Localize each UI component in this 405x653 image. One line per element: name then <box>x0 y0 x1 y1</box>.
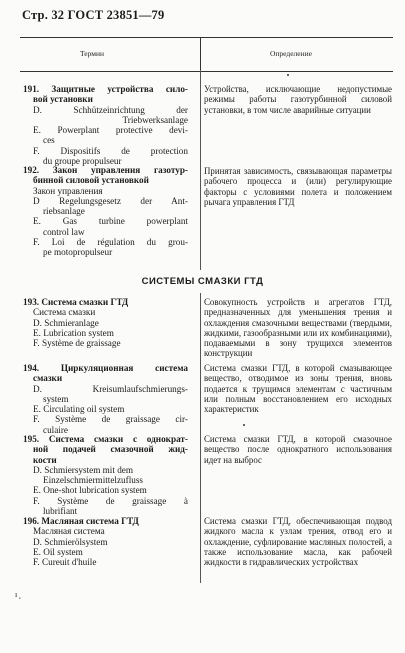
term-title-cont: смазки <box>33 373 63 384</box>
term-en: E. Circulating oil system <box>33 404 125 415</box>
term-entry-191 <box>23 84 188 166</box>
definition-192: Принятая зависимость, связывающая параметры рабочего процесса и (или) регулирующие факторы с условиями полета и положением рычага управления ГТД <box>204 166 392 207</box>
term-title-cont: ной подачей смазочной жид- <box>33 444 188 455</box>
column-divider <box>200 293 201 583</box>
term-de: D. Schmierölsystem <box>33 536 108 547</box>
term-entry-195 <box>23 434 188 516</box>
term-fr-cont: culaire <box>43 424 68 435</box>
term-fr-cont: du groupe propulseur <box>43 156 122 167</box>
term-de-cont: Einzelschmiermittelzufluss <box>43 475 144 486</box>
term-title: 196. Масляная система ГТД <box>23 516 139 526</box>
term-fr: F. Dispositifs de protection <box>33 145 188 156</box>
term-title-cont: вой установки <box>33 94 93 105</box>
term-entry-196 <box>23 516 188 567</box>
term-title: 191. Защитные устройства сило- <box>23 84 188 94</box>
term-fr: F. Cureuit d'huile <box>33 557 97 568</box>
term-title: 192. Закон управления газотур- <box>23 165 188 175</box>
term-short: Масляная система <box>33 526 105 537</box>
term-de-cont: Triebwerksanlage <box>122 114 188 125</box>
term-de: D. Schmiersystem mit dem <box>33 464 134 475</box>
term-en-cont: ces <box>43 135 55 146</box>
definition-191: Устройства, исключающие недопустимые режимы работы газотурбинной силовой установки, в том числе аварийные ситуации <box>204 84 392 115</box>
term-fr: F. Système de graissage <box>33 338 121 349</box>
column-term-header: Термин <box>80 49 105 58</box>
definition-193: Совокупность устройств и агрегатов ГТД, предназначенных для уменьшения трения и охлаждения смазочными веществами (твердыми, жидкими, газообразными или их комбинациями), подаваемыми в зону трущихся элементов конструкции <box>204 297 392 359</box>
term-entry-192 <box>23 165 188 258</box>
margin-mark: ı ⸼ <box>15 590 22 599</box>
column-definition-header: Определение <box>270 49 312 58</box>
term-en: E. Oil system <box>33 546 83 557</box>
term-de-cont: system <box>43 393 69 404</box>
speck <box>287 74 289 76</box>
term-fr-cont: pe motopropulseur <box>43 247 113 258</box>
term-entry-193 <box>23 297 188 348</box>
speck <box>243 424 245 426</box>
term-fr: F. Système de graissage à <box>33 495 188 506</box>
table-header <box>20 37 393 72</box>
definition-194: Система смазки ГТД, в которой смазывающее вещество, отводимое из зоны трения, вновь подается к трущимся элементам с частичным или полным восстановлением его исходных характеристик <box>204 363 392 415</box>
term-de-cont: riebsanlage <box>43 206 85 217</box>
section-title: СИСТЕМЫ СМАЗКИ ГТД <box>141 276 264 287</box>
header-divider <box>200 38 201 71</box>
term-fr-cont: lubrifiant <box>43 506 78 517</box>
definition-196: Система смазки ГТД, обеспечивающая подвод жидкого масла к узлам трения, отвод его и охлаждение, суфлирование масляных полостей, а также использование масла, как рабочей жидкости в гидравлических устройствах <box>204 516 392 568</box>
term-title: 194. Циркуляционная система <box>23 363 188 373</box>
term-short: Система смазки <box>33 307 96 318</box>
term-en-cont: control law <box>43 226 85 237</box>
term-title: 193. Система смазки ГТД <box>23 297 129 307</box>
term-en: E. One-shot lubrication system <box>33 485 147 496</box>
term-short: Закон управления <box>33 185 103 196</box>
definition-195: Система смазки ГТД, в которой смазочное вещество после однократного использования идет на выброс <box>204 434 392 465</box>
term-de: D. Schmieranlage <box>33 317 99 328</box>
term-en: E. Powerplant protective devi- <box>33 125 188 136</box>
term-de: D Regelungsgesetz der Ant- <box>33 195 188 206</box>
term-title-cont: бинной силовой установкой <box>33 175 149 186</box>
page-header: Стр. 32 ГОСТ 23851—79 <box>22 8 165 22</box>
term-fr: F. Système de graissage cir- <box>33 414 188 425</box>
term-title-cont2: кости <box>33 454 57 465</box>
term-de: D. Kreisumlaufschmierungs- <box>33 383 188 394</box>
term-entry-194 <box>23 363 188 435</box>
term-en: E. Lubrication system <box>33 327 114 338</box>
term-en: E. Gas turbine powerplant <box>33 216 188 227</box>
term-de: D. Schhützeinrichtung der <box>33 104 188 115</box>
term-title: 195. Система смазки с однократ- <box>23 434 188 444</box>
column-divider <box>200 70 201 270</box>
term-fr: F. Loi de régulation du grou- <box>33 237 188 248</box>
